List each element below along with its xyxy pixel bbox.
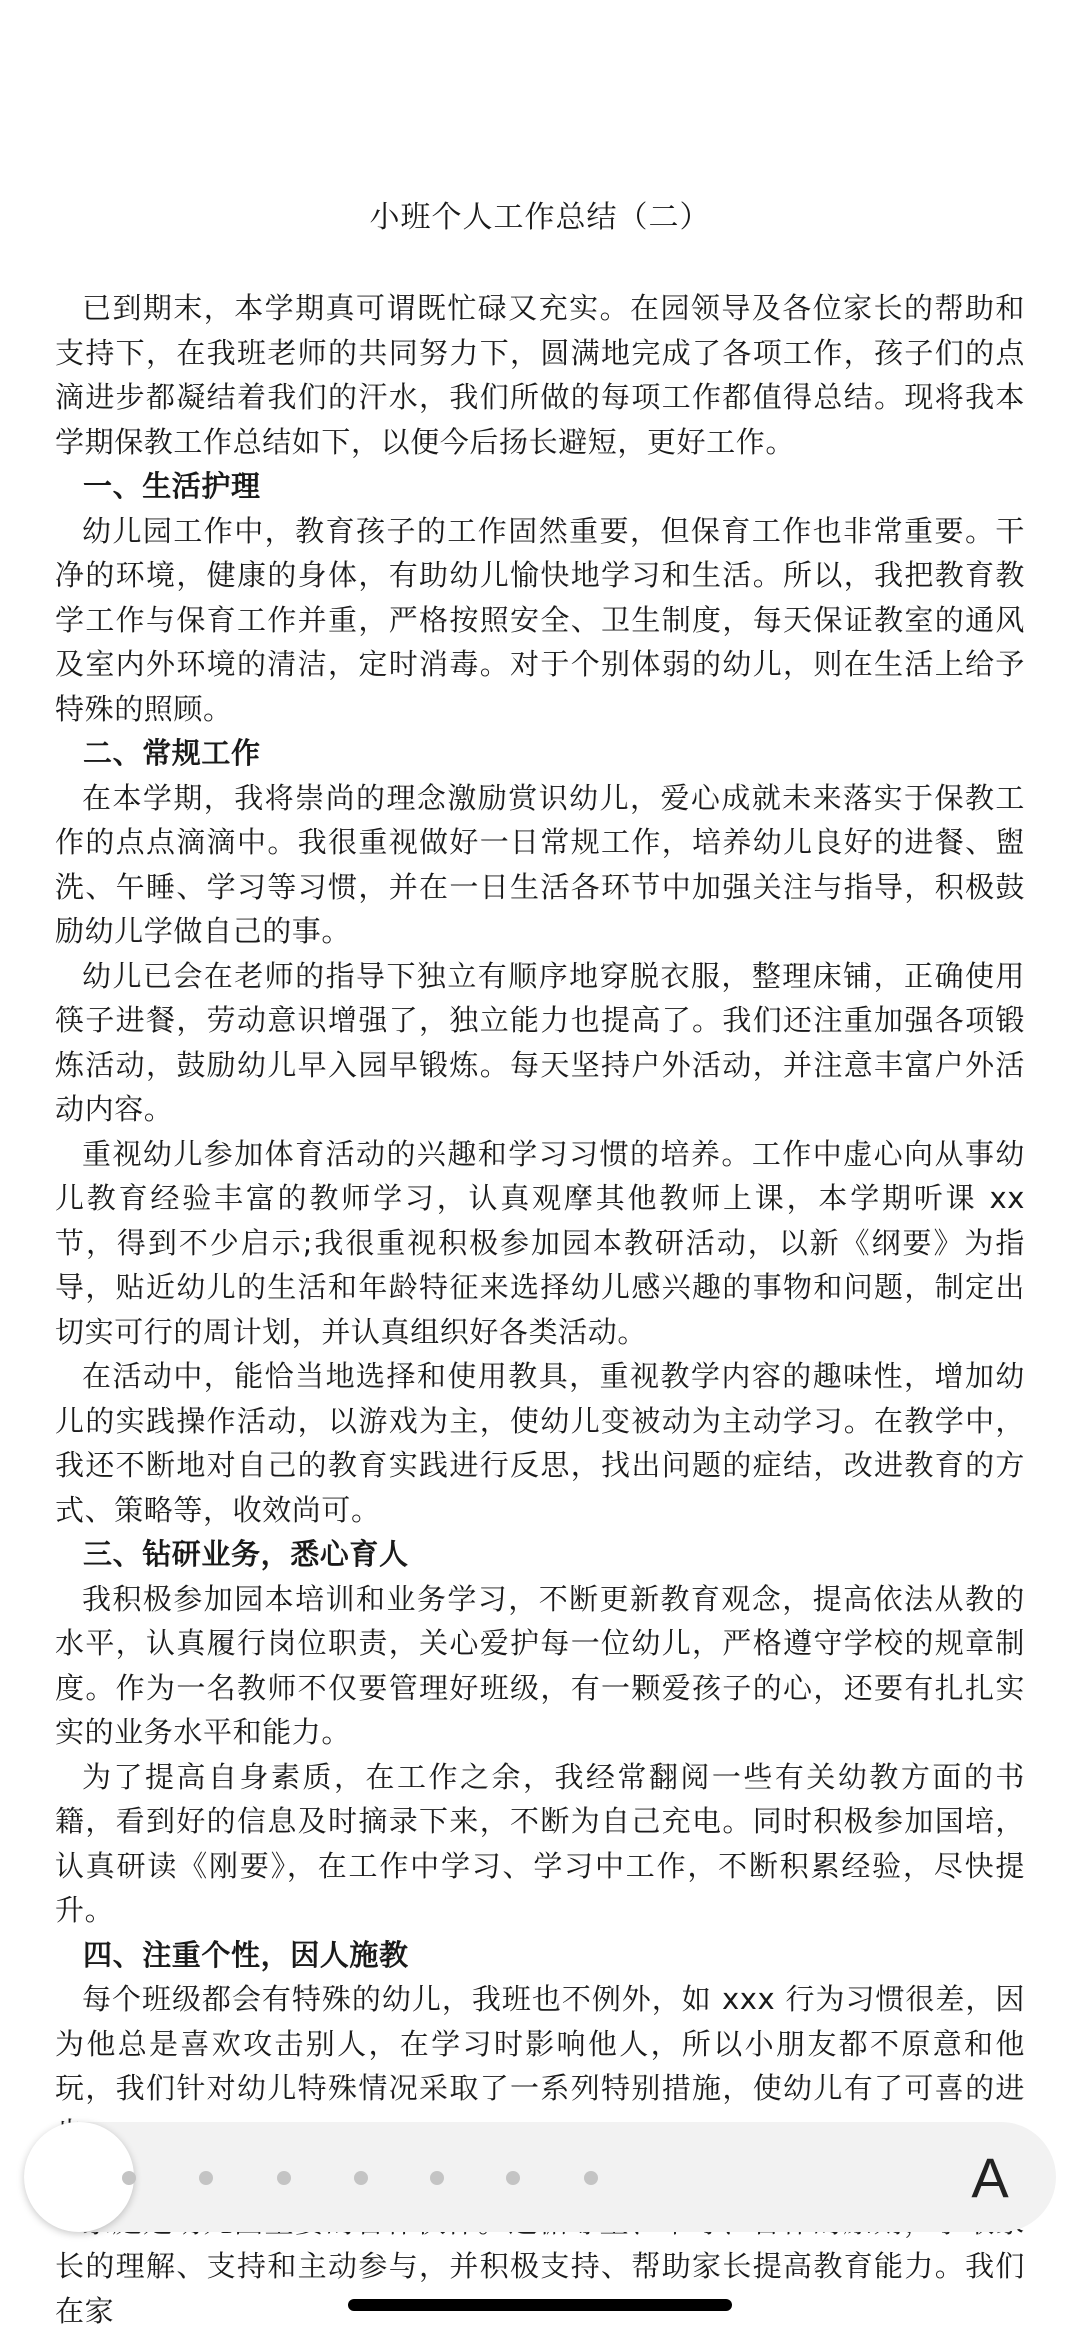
paragraph: 在本学期，我将崇尚的理念激励赏识幼儿，爱心成就未来落实于保教工作的点点滴滴中。我很重视做好一日常规工作，培养幼儿良好的进餐、盥洗、午睡、学习等习惯，并在一日生活各环节中加强关注与指导，积极鼓励幼儿学做自己的事。 — [55, 780, 1025, 948]
font-size-step-dot[interactable] — [506, 2171, 520, 2185]
paragraph: 已到期末，本学期真可谓既忙碌又充实。在园领导及各位家长的帮助和支持下，在我班老师的共同努力下，圆满地完成了各项工作，孩子们的点滴进步都凝结着我们的汗水，我们所做的每项工作都值得总结。现将我本学期保教工作总结如下，以便今后扬长避短，更好工作。 — [55, 291, 1025, 459]
document-body — [55, 286, 1025, 2328]
paragraph: 为了提高自身素质，在工作之余，我经常翻阅一些有关幼教方面的书籍，看到好的信息及时摘录下来，不断为自己充电。同时积极参加国培，认真研读《刚要》，在工作中学习、学习中工作，不断积累经验，尽快提升。 — [55, 1759, 1025, 1927]
section-heading: 四、注重个性，因人施教 — [83, 1937, 409, 1972]
font-size-toolbar — [24, 2122, 1056, 2232]
font-size-slider-thumb[interactable] — [24, 2122, 134, 2232]
font-size-step-dot[interactable] — [430, 2171, 444, 2185]
paragraph: 长的理解、支持和主动参与，并积极支持、帮助家长提高教育能力。我们在家 — [55, 2249, 1025, 2328]
document-title: 小班个人工作总结（二） — [369, 200, 711, 235]
font-size-step-dot[interactable] — [584, 2171, 598, 2185]
paragraph: 幼儿园工作中，教育孩子的工作固然重要，但保育工作也非常重要。干净的环境，健康的身体，有助幼儿愉快地学习和生活。所以，我把教育教学工作与保育工作并重，严格按照安全、卫生制度，每天保证教室的通风及室内外环境的清洁，定时消毒。对于个别体弱的幼儿，则在生活上给予特殊的照顾。 — [55, 513, 1025, 726]
section-heading: 二、常规工作 — [83, 736, 261, 770]
font-size-button[interactable]: A — [971, 2145, 1009, 2209]
paragraph: 每个班级都会有特殊的幼儿，我班也不例外，如 xxx 行为习惯很差，因为他总是喜欢攻击别人，在学习时影响他人，所以小朋友都不原意和他玩，我们针对幼儿特殊情况采取了一系列特别措施，使幼儿有了可喜的进 — [55, 1982, 1025, 2105]
font-size-step-dot[interactable] — [122, 2171, 136, 2185]
paragraph: 在活动中，能恰当地选择和使用教具，重视教学内容的趣味性，增加幼儿的实践操作活动，以游戏为主，使幼儿变被动为主动学习。在教学中，我还不断地对自己的教育实践进行反思，找出问题的症结，改进教育的方式、策略等，收效尚可。 — [55, 1359, 1025, 1527]
section-heading: 三、钻研业务，悉心育人 — [83, 1537, 409, 1571]
section-heading: 一、生活护理 — [83, 469, 261, 503]
paragraph: 我积极参加园本培训和业务学习，不断更新教育观念，提高依法从教的水平，认真履行岗位职责，关心爱护每一位幼儿，严格遵守学校的规章制度。作为一名教师不仅要管理好班级，有一颗爱孩子的心，还要有扎扎实实的业务水平和能力。 — [55, 1581, 1025, 1749]
paragraph: 幼儿已会在老师的指导下独立有顺序地穿脱衣服，整理床铺，正确使用筷子进餐，劳动意识增强了，独立能力也提高了。我们还注重加强各项锻炼活动，鼓励幼儿早入园早锻炼。每天坚持户外活动，并注意丰富户外活动内容。 — [55, 958, 1025, 1126]
font-size-step-dot[interactable] — [277, 2171, 291, 2185]
font-size-step-dot[interactable] — [354, 2171, 368, 2185]
home-indicator — [348, 2299, 732, 2311]
paragraph: 重视幼儿参加体育活动的兴趣和学习习惯的培养。工作中虚心向从事幼儿教育经验丰富的教师学习，认真观摩其他教师上课，本学期听课 xx 节，得到不少启示;我很重视积极参加园本教研活动，以新《纲要》为指导，贴近幼儿的生活和年龄特征来选择幼儿感兴趣的事物和问题，制定出切实可行的周计划，并认真组织好各类活动。 — [55, 1136, 1025, 1349]
font-size-step-dot[interactable] — [199, 2171, 213, 2185]
